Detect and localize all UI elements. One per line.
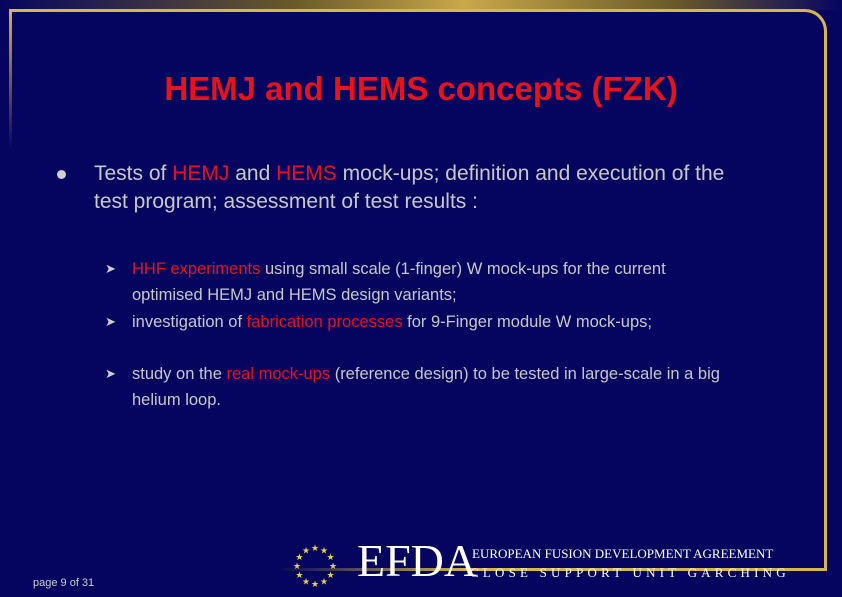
sub-bullet-text: HHF experiments using small scale (1-finger) W mock-ups for the current optimised HEMJ and HEMS design variants; <box>132 260 666 304</box>
hemj-highlight: HEMJ <box>172 162 230 185</box>
svg-text:★: ★ <box>292 562 302 572</box>
svg-text:★: ★ <box>319 546 329 557</box>
arrowhead-icon: ➤ <box>105 366 116 381</box>
main-bullet-text: Tests of HEMJ and HEMS mock-ups; definition and execution of the test program; assessment of test results : <box>94 162 725 213</box>
slide-title: HEMJ and HEMS concepts (FZK) <box>164 70 678 107</box>
svg-text:★: ★ <box>301 546 311 557</box>
sub-bullet-2 <box>105 309 728 335</box>
hems-highlight: HEMS <box>276 162 337 185</box>
org-name: EUROPEAN FUSION DEVELOPMENT AGREEMENT <box>472 546 774 561</box>
svg-text:★: ★ <box>295 571 304 581</box>
sub-bullet-1 <box>105 256 728 308</box>
sub-bullet-3 <box>105 361 728 413</box>
page-number: page 9 of 31 <box>33 577 95 589</box>
svg-text:★: ★ <box>310 580 320 590</box>
arrowhead-icon: ➤ <box>105 261 116 276</box>
main-bullet <box>62 160 762 216</box>
svg-text:★: ★ <box>295 553 304 563</box>
sub-bullet-text: study on the real mock-ups (reference design) to be tested in large-scale in a big helium loop. <box>132 365 720 409</box>
svg-text:★: ★ <box>326 571 335 581</box>
org-unit: CLOSE SUPPORT UNIT GARCHING <box>470 565 790 580</box>
svg-text:★: ★ <box>310 544 320 554</box>
round-bullet-icon <box>57 170 66 179</box>
svg-text:★: ★ <box>326 553 335 563</box>
arrowhead-icon: ➤ <box>105 314 116 329</box>
efda-logo: EFDA <box>357 535 478 586</box>
sub-bullet-text: investigation of fabrication processes for 9-Finger module W mock-ups; <box>132 313 652 331</box>
svg-text:★: ★ <box>328 562 338 572</box>
eu-stars-icon <box>287 541 343 597</box>
svg-text:★: ★ <box>301 577 311 588</box>
svg-text:★: ★ <box>319 577 329 588</box>
